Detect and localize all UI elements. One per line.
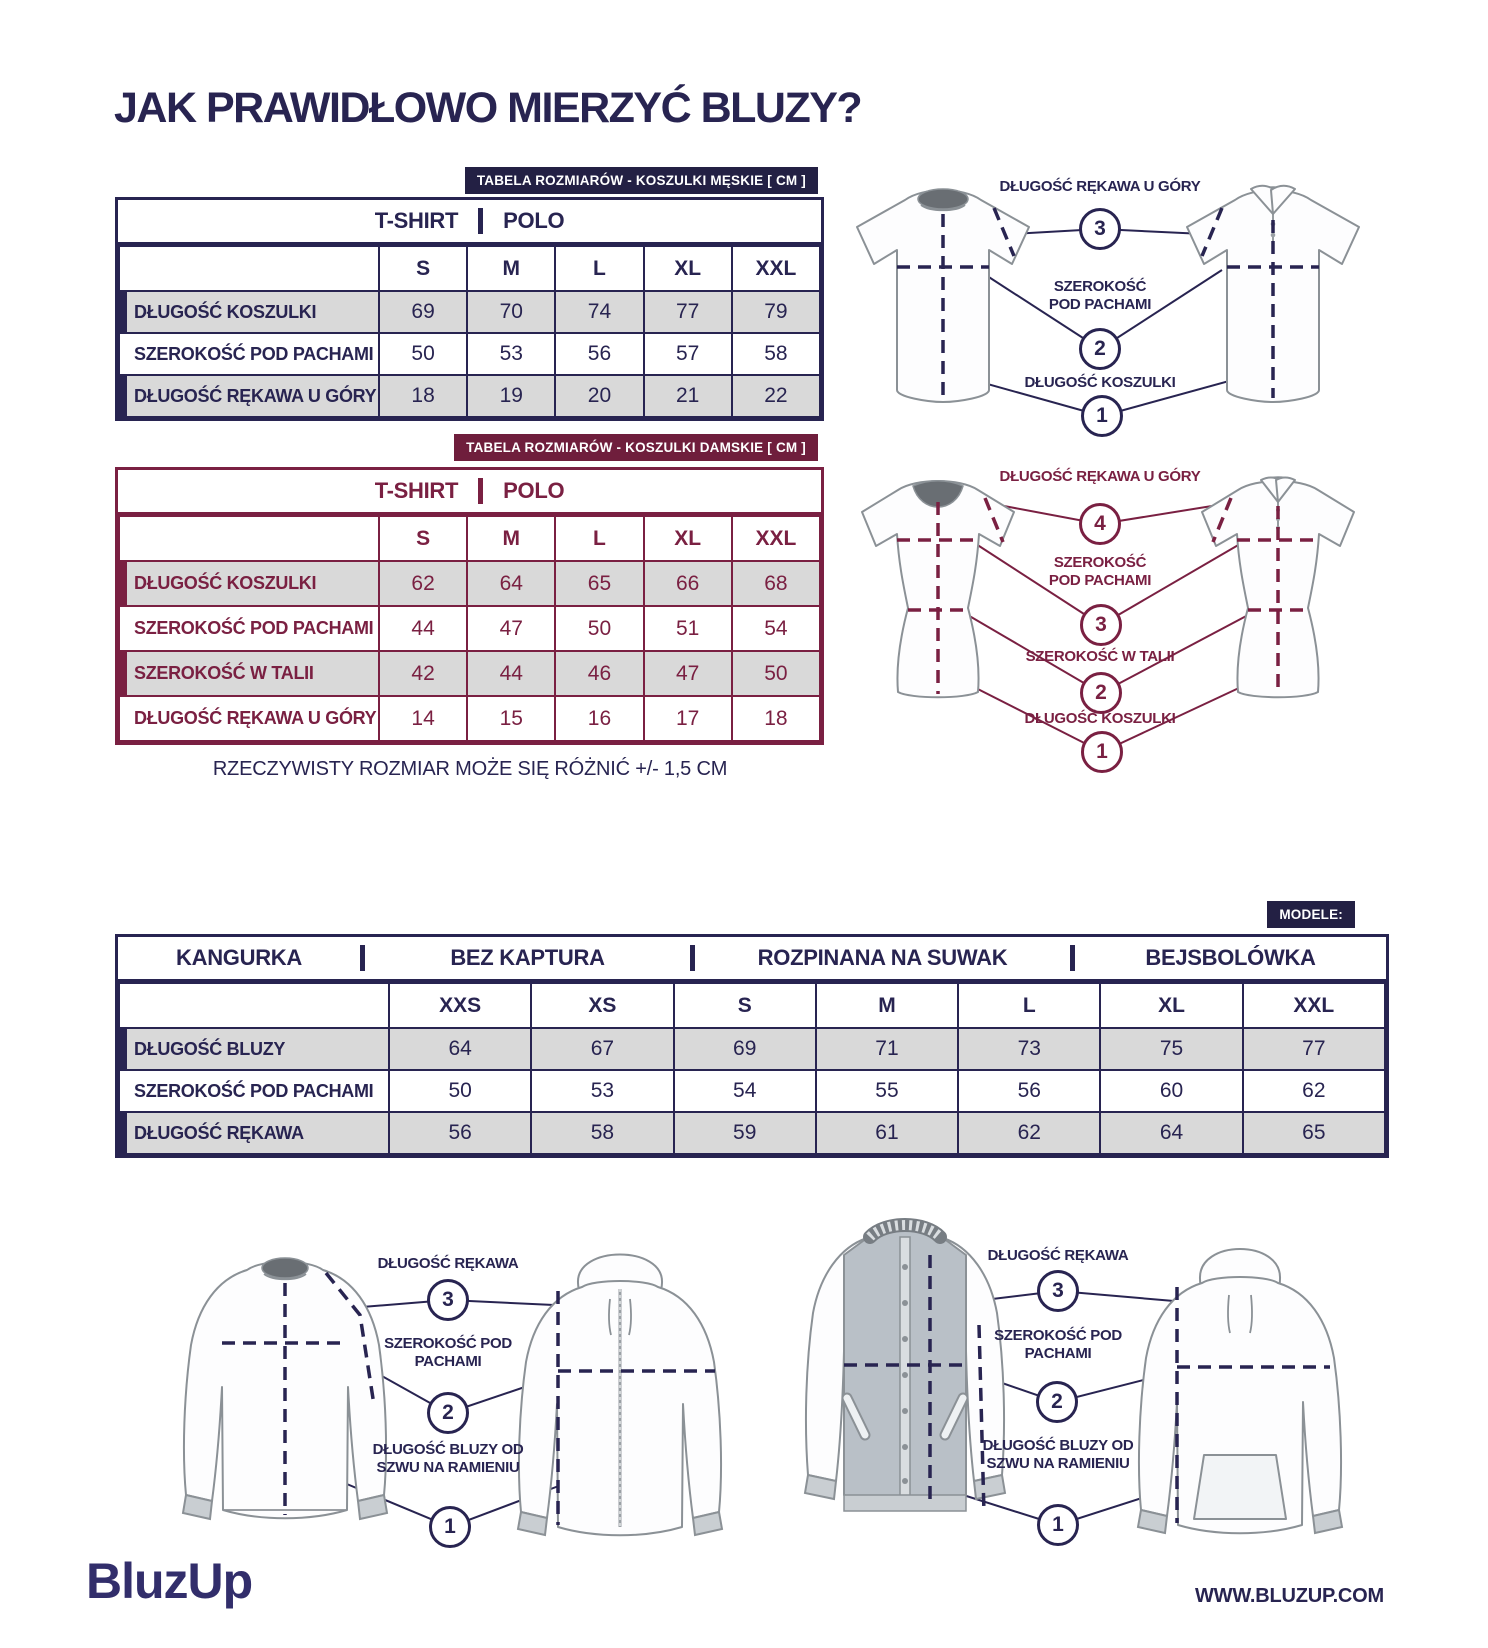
category-bejsbolowka: BEJSBOLÓWKA — [1145, 945, 1316, 970]
measurement-value: 56 — [555, 333, 643, 375]
hoodies-right-diagram — [770, 1175, 1390, 1547]
category-bez-kaptura: BEZ KAPTURA — [450, 945, 605, 970]
men-size-table — [115, 197, 824, 421]
measurement-label: DŁUGOŚĆ RĘKAWA U GÓRY — [119, 696, 379, 741]
size-header-cell: M — [467, 516, 555, 561]
measurement-value: 64 — [467, 561, 555, 606]
measurement-value: 61 — [816, 1112, 958, 1154]
measurement-value: 19 — [467, 375, 555, 417]
women-size-grid — [118, 515, 821, 742]
size-header-cell: M — [467, 246, 555, 291]
measurement-value: 62 — [958, 1112, 1100, 1154]
callout-1: 1 — [1081, 731, 1123, 773]
measurement-value: 77 — [644, 291, 732, 333]
page-title: JAK PRAWIDŁOWO MIERZYĆ BLUZY? — [114, 84, 862, 132]
measurement-label: DŁUGOŚĆ KOSZULKI — [119, 561, 379, 606]
measurement-value: 70 — [467, 291, 555, 333]
size-header-cell: XS — [531, 983, 673, 1028]
measurement-value: 59 — [674, 1112, 816, 1154]
womens-tshirt-illustration — [862, 481, 1014, 698]
measurement-value: 71 — [816, 1028, 958, 1070]
size-header-cell: XL — [644, 246, 732, 291]
zip-hoodie-illustration — [518, 1255, 722, 1536]
size-header-row — [119, 516, 820, 561]
crewneck-sweatshirt-illustration — [183, 1258, 387, 1519]
callout-1: 1 — [1081, 395, 1123, 437]
measurement-value: 50 — [379, 333, 467, 375]
measure-label-chest: SZEROKOŚĆ POD PACHAMI — [1048, 278, 1152, 313]
men-table-tag: TABELA ROZMIARÓW - KOSZULKI MĘSKIE [ CM ] — [465, 167, 818, 194]
measurement-value: 54 — [732, 606, 820, 651]
measurement-row — [119, 1112, 1385, 1154]
measurement-row — [119, 651, 820, 696]
measurement-label: SZEROKOŚĆ POD PACHAMI — [119, 1070, 389, 1112]
measurement-row — [119, 561, 820, 606]
measure-label-sleeve: DŁUGOŚĆ RĘKAWA U GÓRY — [999, 468, 1201, 485]
measurement-value: 55 — [816, 1070, 958, 1112]
measurement-value: 77 — [1243, 1028, 1385, 1070]
size-header-cell: L — [555, 516, 643, 561]
hoodie-size-grid — [118, 982, 1386, 1155]
measurement-value: 68 — [732, 561, 820, 606]
measurement-label: DŁUGOŚĆ RĘKAWA U GÓRY — [119, 375, 379, 417]
measure-label-length: DŁUGOŚĆ BLUZY OD SZWU NA RAMIENIU — [372, 1441, 524, 1476]
measurement-value: 18 — [732, 696, 820, 741]
callout-1: 1 — [429, 1506, 471, 1548]
mens-polo-illustration — [1187, 186, 1359, 402]
callout-2: 2 — [1080, 672, 1122, 714]
measurement-value: 51 — [644, 606, 732, 651]
measurement-value: 62 — [379, 561, 467, 606]
measurement-row — [119, 606, 820, 651]
callout-1: 1 — [1037, 1504, 1079, 1546]
baseball-jacket-illustration — [805, 1225, 1005, 1513]
size-header-cell: M — [816, 983, 958, 1028]
measurement-value: 64 — [389, 1028, 531, 1070]
measurement-value: 66 — [644, 561, 732, 606]
category-tshirt: T-SHIRT — [374, 478, 459, 503]
category-kangurka: KANGURKA — [176, 945, 302, 970]
measurement-value: 46 — [555, 651, 643, 696]
measurement-value: 67 — [531, 1028, 673, 1070]
measurement-value: 65 — [1243, 1112, 1385, 1154]
size-header-cell: S — [379, 246, 467, 291]
measurement-value: 75 — [1100, 1028, 1242, 1070]
measurement-value: 53 — [467, 333, 555, 375]
corner-cell — [119, 983, 389, 1028]
measurement-value: 58 — [732, 333, 820, 375]
callout-2: 2 — [1079, 328, 1121, 370]
size-header-cell: S — [674, 983, 816, 1028]
size-header-cell: XXL — [732, 246, 820, 291]
measurement-value: 18 — [379, 375, 467, 417]
measurement-value: 50 — [732, 651, 820, 696]
callout-2: 2 — [427, 1392, 469, 1434]
measurement-value: 44 — [379, 606, 467, 651]
pullover-hoodie-illustration — [1138, 1249, 1342, 1533]
size-header-cell: L — [958, 983, 1100, 1028]
measurement-value: 56 — [389, 1112, 531, 1154]
measurement-value: 15 — [467, 696, 555, 741]
measurement-row — [119, 333, 820, 375]
women-category-header — [118, 470, 821, 515]
measurement-value: 53 — [531, 1070, 673, 1112]
measurement-value: 73 — [958, 1028, 1100, 1070]
measurement-value: 50 — [555, 606, 643, 651]
measurement-label: SZEROKOŚĆ POD PACHAMI — [119, 606, 379, 651]
category-tshirt: T-SHIRT — [374, 208, 459, 233]
measure-label-waist: SZEROKOŚĆ W TALII — [1025, 648, 1175, 665]
size-header-cell: L — [555, 246, 643, 291]
category-separator — [478, 208, 483, 234]
measurement-value: 62 — [1243, 1070, 1385, 1112]
callout-4: 4 — [1079, 503, 1121, 545]
category-rozpinana: ROZPINANA NA SUWAK — [757, 945, 1008, 970]
measurement-value: 20 — [555, 375, 643, 417]
measurement-label: DŁUGOŚĆ KOSZULKI — [119, 291, 379, 333]
category-polo: POLO — [503, 208, 565, 233]
size-header-row — [119, 983, 1385, 1028]
measurement-value: 22 — [732, 375, 820, 417]
men-size-grid — [118, 245, 821, 418]
category-separator — [478, 478, 483, 504]
measure-label-chest: SZEROKOŚĆ POD PACHAMI — [1048, 554, 1152, 589]
measure-label-chest: SZEROKOŚĆ POD PACHAMI — [384, 1335, 512, 1370]
corner-cell — [119, 246, 379, 291]
measure-label-length: DŁUGOŚĆ KOSZULKI — [1024, 374, 1176, 391]
measure-label-chest: SZEROKOŚĆ POD PACHAMI — [994, 1327, 1122, 1362]
measure-label-length: DŁUGOŚĆ KOSZULKI — [1024, 710, 1176, 727]
size-header-cell: XL — [644, 516, 732, 561]
hoodie-size-table — [115, 934, 1389, 1158]
mens-tshirt-illustration — [857, 189, 1029, 402]
measurement-value: 21 — [644, 375, 732, 417]
category-polo: POLO — [503, 478, 565, 503]
womens-polo-illustration — [1202, 477, 1354, 697]
measurement-value: 65 — [555, 561, 643, 606]
size-header-row — [119, 246, 820, 291]
measurement-row — [119, 375, 820, 417]
measurement-label: SZEROKOŚĆ POD PACHAMI — [119, 333, 379, 375]
size-header-cell: XXL — [1243, 983, 1385, 1028]
size-header-cell: XL — [1100, 983, 1242, 1028]
measurement-value: 47 — [644, 651, 732, 696]
brand-logo: BluzUp — [86, 1553, 253, 1609]
measurement-row — [119, 1028, 1385, 1070]
measurement-value: 54 — [674, 1070, 816, 1112]
corner-cell — [119, 516, 379, 561]
measurement-label: DŁUGOŚĆ BLUZY — [119, 1028, 389, 1070]
measurement-row — [119, 291, 820, 333]
women-shirts-diagram — [828, 438, 1388, 783]
callout-3: 3 — [1080, 604, 1122, 646]
hoodies-left-diagram — [150, 1175, 770, 1547]
callout-3: 3 — [1037, 1270, 1079, 1312]
measurement-value: 47 — [467, 606, 555, 651]
measurement-value: 58 — [531, 1112, 673, 1154]
measurement-label: SZEROKOŚĆ W TALII — [119, 651, 379, 696]
tolerance-note: RZECZYWISTY ROZMIAR MOŻE SIĘ RÓŻNIĆ +/- 1,5 CM — [212, 758, 728, 780]
measurement-value: 74 — [555, 291, 643, 333]
measurement-row — [119, 1070, 1385, 1112]
measurement-label: DŁUGOŚĆ RĘKAWA — [119, 1112, 389, 1154]
size-header-cell: XXS — [389, 983, 531, 1028]
measurement-row — [119, 696, 820, 741]
measurement-value: 64 — [1100, 1112, 1242, 1154]
measurement-value: 44 — [467, 651, 555, 696]
women-size-table — [115, 467, 824, 745]
size-header-cell: XXL — [732, 516, 820, 561]
measure-label-sleeve: DŁUGOŚĆ RĘKAWA U GÓRY — [999, 178, 1201, 195]
measure-label-length: DŁUGOŚĆ BLUZY OD SZWU NA RAMIENIU — [982, 1437, 1134, 1472]
measurement-value: 69 — [379, 291, 467, 333]
callout-3: 3 — [427, 1279, 469, 1321]
measurement-value: 79 — [732, 291, 820, 333]
measurement-value: 50 — [389, 1070, 531, 1112]
measurement-value: 14 — [379, 696, 467, 741]
callout-2: 2 — [1036, 1381, 1078, 1423]
website-url: WWW.BLUZUP.COM — [1194, 1585, 1384, 1607]
measurement-value: 42 — [379, 651, 467, 696]
measurement-value: 17 — [644, 696, 732, 741]
hoodie-table-tag: MODELE: — [1267, 901, 1355, 928]
measurement-value: 69 — [674, 1028, 816, 1070]
measure-label-sleeve: DŁUGOŚĆ RĘKAWA — [377, 1255, 519, 1272]
measurement-value: 60 — [1100, 1070, 1242, 1112]
measurement-value: 16 — [555, 696, 643, 741]
women-table-tag: TABELA ROZMIARÓW - KOSZULKI DAMSKIE [ CM ] — [454, 434, 818, 461]
measurement-value: 57 — [644, 333, 732, 375]
measure-label-sleeve: DŁUGOŚĆ RĘKAWA — [987, 1247, 1129, 1264]
size-header-cell: S — [379, 516, 467, 561]
callout-3: 3 — [1079, 208, 1121, 250]
men-category-header — [118, 200, 821, 245]
hoodie-category-header — [118, 937, 1386, 982]
measurement-value: 56 — [958, 1070, 1100, 1112]
men-shirts-diagram — [828, 150, 1388, 450]
